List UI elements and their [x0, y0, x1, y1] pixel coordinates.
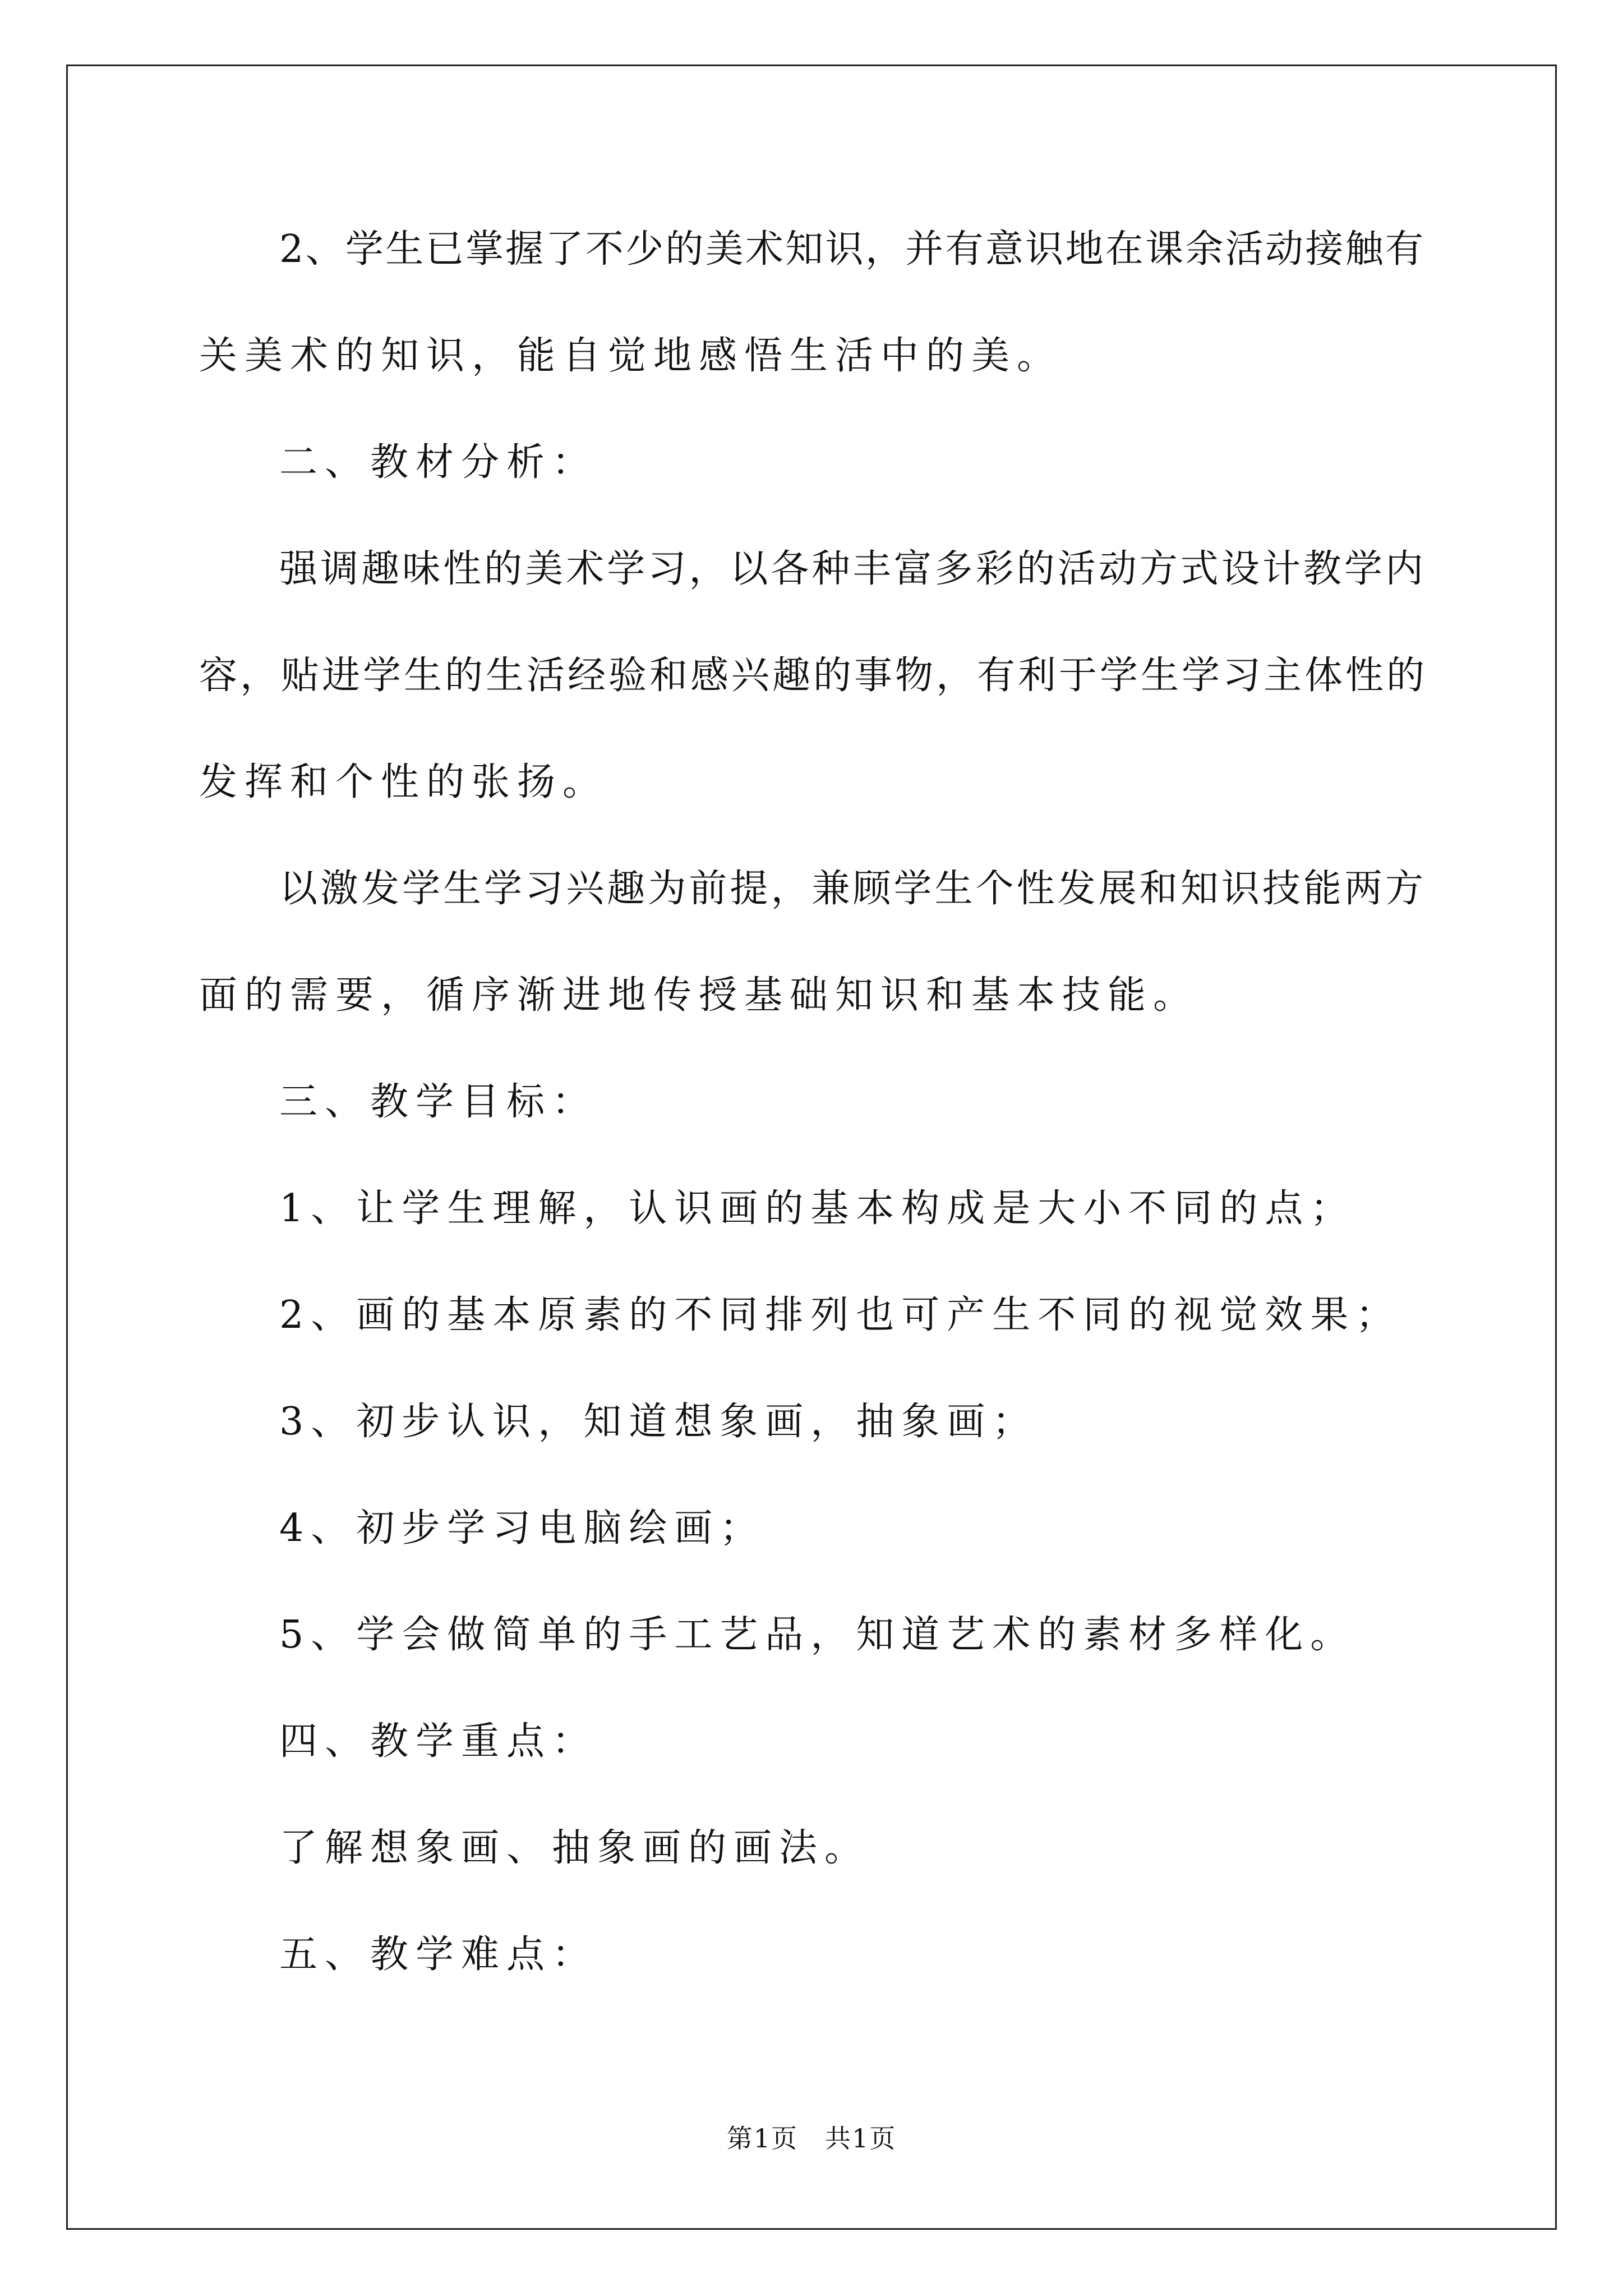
paragraph-line: 容，贴进学生的生活经验和感兴趣的事物，有利于学生学习主体性的	[199, 654, 1424, 698]
list-item: 3、初步认识，知道想象画，抽象画；	[279, 1400, 1038, 1444]
section-heading: 二、教材分析：	[279, 440, 598, 485]
paragraph-line: 发挥和个性的张扬。	[199, 760, 608, 804]
paragraph-line: 了解想象画、抽象画的画法。	[279, 1826, 870, 1870]
page-border	[66, 65, 1557, 2230]
paragraph-line: 关美术的知识，能自觉地感悟生活中的美。	[199, 334, 1063, 378]
list-item: 4、初步学习电脑绘画；	[279, 1506, 766, 1550]
section-heading: 三、教学目标：	[279, 1080, 598, 1124]
list-item: 5、学会做简单的手工艺品，知道艺术的素材多样化。	[279, 1613, 1356, 1657]
list-item: 2、画的基本原素的不同排列也可产生不同的视觉效果；	[279, 1293, 1401, 1337]
section-heading: 五、教学难点：	[279, 1932, 598, 1977]
paragraph-line: 强调趣味性的美术学习，以各种丰富多彩的活动方式设计教学内	[279, 547, 1423, 591]
paragraph-line: 2、学生已掌握了不少的美术知识，并有意识地在课余活动接触有	[279, 227, 1423, 272]
page-footer: 第1页 共1页	[726, 2123, 897, 2154]
section-heading: 四、教学重点：	[279, 1719, 598, 1764]
list-item: 1、让学生理解，认识画的基本构成是大小不同的点；	[279, 1186, 1356, 1231]
paragraph-line: 以激发学生学习兴趣为前提，兼顾学生个性发展和知识技能两方	[279, 867, 1423, 911]
paragraph-line: 面的需要，循序渐进地传授基础知识和基本技能。	[199, 973, 1199, 1018]
